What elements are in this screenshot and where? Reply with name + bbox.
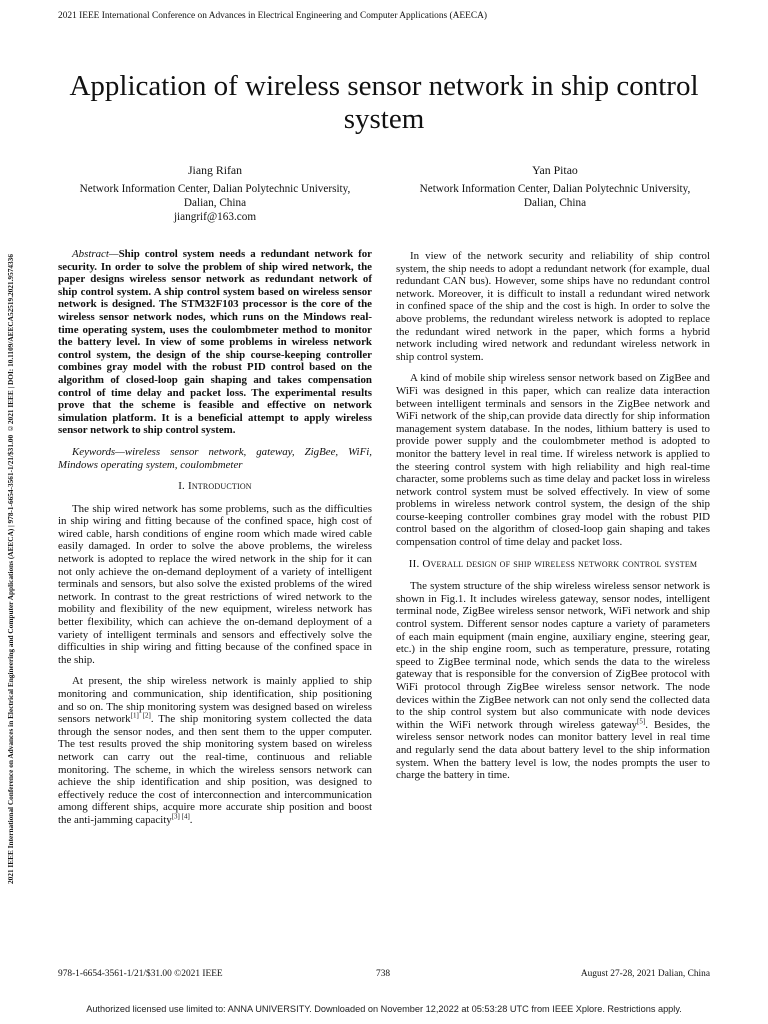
author-block-1 [55, 163, 375, 224]
abstract [58, 248, 372, 437]
citation[interactable]: [1] [2] [130, 711, 151, 720]
author-block-2 [390, 163, 720, 210]
keywords: Keywords—wireless sensor network, gateway, ZigBee, WiFi, Mindows operating system, coulombmeter [58, 445, 372, 471]
author-name: Jiang Rifan [187, 163, 243, 177]
paper-title: Application of wireless sensor network in ship control system [69, 70, 699, 135]
left-column [58, 248, 372, 836]
footer-date-location: August 27-28, 2021 Dalian, China [580, 969, 710, 979]
author-affiliation-city: Dalian, China [183, 197, 247, 209]
paragraph: In view of the network security and reliability of ship control system, the ship needs to adopt a redundant network (for example, dual redundant CAN bus). However, some ships have no redundant control network. Moreover, it is difficult to install a redundant wired network in confined space of the ship and the cost is high. In order to solve the above problems, the redundant wireless network is adopted to replace the redundant wired network in the paper, which forms a hybrid network including wired network and redundant wireless network in ship control system. [396, 250, 710, 363]
citation[interactable]: [5] [637, 717, 646, 726]
paragraph: At present, the ship wireless network is mainly applied to ship monitoring and communication, ship identification, ship positioning and so on. The ship monitoring system was designed based on wireless sensors network[1] [2]. The ship monitoring system collected the data through the sensor nodes, and then sent them to the upper computer. The test results proved the ship monitoring system based on wireless network can carry out the real-time, continuous and reliable monitoring. The scheme, in which the wireless sensors network can achieve the ship identification and ship position, was designed to effectively reduce the cost of interconnection and intercommunication among different ships, acquire more accurate ship position and boost the anti-jamming capacity[3] [4]. [58, 675, 373, 826]
author-email[interactable]: jiangrif@163.com [173, 211, 257, 223]
doi-sidebar: 2021 IEEE International Conference on Advances in Electrical Engineering and Computer Applications (AEECA) | 978-1-6654-3561-1/21/$31.00 ©2021 IEEE | DOI: 10.1109/AEECA52519.2021.9574336 [6, 254, 15, 884]
paragraph: The ship wired network has some problems, such as the difficulties in ship wiring and fitting because of the confined space, high cost of wired cable, harsh conditions of engine room which made wired cable easily damaged. In order to solve the above problems, the wireless network is adopted to replace the wired network in the ship for it can not only achieve the on-demand deployment of a variety of intelligent terminals and sensors, but also solve the existed problems of the wired network. In contrast to the great restrictions of wired network to the mobility and flexibility of the new equipment, wireless network has better flexibility, which can achieve the on-demand deployment of a variety of intelligent terminals and sensors and effectively solve the difficulties in ship wiring and fitting because of the confined space in the ship. [58, 502, 372, 666]
footer-isbn: 978-1-6654-3561-1/21/$31.00 ©2021 IEEE [58, 969, 223, 979]
author-name: Yan Pitao [532, 163, 578, 177]
section-heading-overall-design: II. Overall design of ship wireless network control system [408, 557, 698, 570]
conference-header: 2021 IEEE International Conference on Advances in Electrical Engineering and Computer Applications (AEECA) [58, 11, 488, 21]
right-column [396, 250, 710, 791]
section-heading-introduction: I. Introduction [178, 480, 252, 493]
author-affiliation-city: Dalian, China [523, 197, 587, 209]
author-affiliation: Network Information Center, Dalian Polytechnic University, [79, 183, 351, 195]
abstract-lead: Abstract— [72, 248, 119, 260]
abstract-text: Ship control system needs a redundant network for security. In order to solve the problem of ship wired network, the paper designs wireless sensor network as redundant network of ship control system. A ship control system based on wireless sensor network is designed. The STM32F103 processor is the core of the wireless sensor network nodes, which runs on the Mindows real-time operating system, uses the coulombmeter method to monitor the battery level. In view of some problems in wireless network control system, the design of the ship course-keeping controller combines gray model with the robust PID control based on the algorithm of closed-loop gain shaping and takes compensation control of time delay and packet loss. The experimental results prove that the scheme is feasible and effective on network simulation platform. It is a beneficial attempt to apply wireless sensor network to ship control system. [58, 248, 372, 437]
paragraph: A kind of mobile ship wireless sensor network based on ZigBee and WiFi was designed in this paper, which can realize data interaction between intelligent terminals and sensors in the ZigBee network and WiFi network of the ship,can provide data directly for ship information management system database. In the nodes, lithium battery is used to provide power supply and the coulombmeter method is adopted to monitor the battery level in real time. If wireless network is applied to the steering control system with high reliability and high real-time character, some problems such as time delay and packet loss in wireless network control system must be solved effectively. In view of some problems in wireless network control system, the design of the ship course-keeping controller combines gray model with the robust PID control based on the algorithm of closed-loop gain shaping and takes compensation control of time delay and packet loss. [396, 372, 710, 549]
footer-page-number: 738 [376, 969, 391, 979]
license-notice: Authorized licensed use limited to: ANNA UNIVERSITY. Downloaded on November 12,2022 at 05:53:28 UTC from IEEE Xplore. Restrictions apply. [86, 1004, 682, 1014]
author-affiliation: Network Information Center, Dalian Polytechnic University, [419, 183, 691, 195]
paragraph: The system structure of the ship wireless wireless sensor network is shown in Fig.1. It includes wireless gateway, sensor nodes, intelligent terminal node, ZigBee wireless sensor network, WiFi network and ship control system. Different sensor nodes capture a variety of parameters of each main equipment (main engine, auxiliary engine, steering gear, etc.) in the ship engine room, such as temperature, pressure, rotating speed to ZigBee terminal node, which sends the data to the wireless gateway that is responsible for the conversion of ZigBee protocol with WiFi protocol through ZigBee wireless sensor network. The node devices within the ZigBee network can not only send the collected data to the ship control system but also communicate with node devices within the WiFi network through wireless gateway[5]. Besides, the wireless sensor network nodes can monitor battery level in real time and regularly send the data about battery level to the ship information system. When the battery level is low, the nodes prompts the user to charge the battery in time. [396, 580, 711, 782]
citation[interactable]: [3] [4] [171, 812, 190, 821]
